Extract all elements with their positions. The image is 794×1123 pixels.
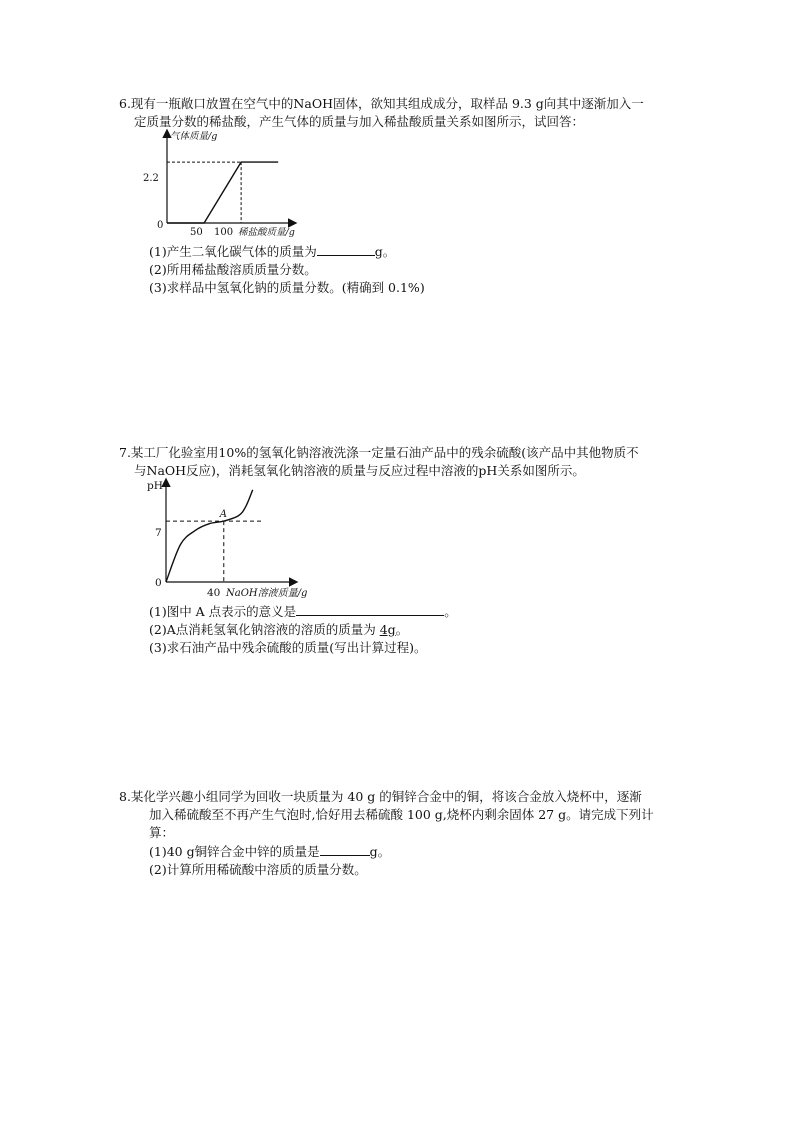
q6-sub1: [149, 243, 395, 260]
q7-stem-line2: 与NaOH反应)，消耗氢氧化钠溶液的质量与反应过程中溶液的pH关系如图所示。: [134, 463, 585, 478]
q7-origin: 0: [155, 577, 162, 589]
q6-chart: [130, 128, 310, 240]
q7-sub1-text: (1)图中 A 点表示的意义是: [149, 604, 297, 619]
q6-origin: 0: [157, 220, 164, 231]
q7-sub3: (3)求石油产品中残余硫酸的质量(写出计算过程)。: [149, 640, 427, 655]
q7-sub1-end: 。: [444, 604, 457, 619]
q7-point-a-label: A: [219, 509, 228, 521]
q6-sub3: (3)求样品中氢氧化钠的质量分数。(精确到 0.1%): [149, 280, 425, 295]
q6-y-tick: 2.2: [143, 173, 159, 184]
q6-sub1-text: (1)产生二氧化碳气体的质量为: [149, 244, 317, 259]
q7-sub2-end: 。: [395, 622, 409, 637]
q8-sub1: [149, 843, 390, 860]
q8-stem-line1: 8.某化学兴趣小组同学为回收一块质量为 40 g 的铜锌合金中的铜，将该合金放入烧杯中，逐渐: [119, 789, 642, 804]
q7-sub1: [149, 603, 457, 620]
q7-ph-curve: [166, 490, 253, 582]
q6-x-label: 稀盐酸质量/g: [238, 227, 295, 238]
q6-x-tick-50: 50: [190, 227, 203, 238]
q6-stem-line1: 6.现有一瓶敞口放置在空气中的NaOH固体，欲知其组成成分，取样品 9.3 g向其中逐渐加入一: [119, 96, 644, 111]
q6-answer-blank[interactable]: [317, 243, 375, 256]
q7-stem-line1: 7.某工厂化验室用10%的氢氧化钠溶液洗涤一定量石油产品中的残余硫酸(该产品中其他物质不: [119, 445, 639, 460]
q8-sub2: (2)计算所用稀硫酸中溶质的质量分数。: [149, 862, 367, 877]
q7-sub2-text: (2)A点消耗氢氧化钠溶液的溶质的质量为: [149, 622, 376, 637]
q7-sub2-answer: 4g: [379, 622, 396, 637]
q6-sub2: (2)所用稀盐酸溶质质量分数。: [149, 262, 317, 277]
q8-sub1-unit: g。: [369, 844, 391, 859]
q8-stem-line3: 算：: [149, 825, 175, 840]
q6-x-tick-100: 100: [214, 227, 234, 238]
q6-stem-line2: 定质量分数的稀盐酸，产生气体的质量与加入稀盐酸质量关系如图所示，试回答：: [134, 114, 585, 129]
q7-answer-blank[interactable]: [296, 603, 444, 616]
q6-y-label: 气体质量/g: [170, 131, 218, 142]
q7-x-tick-40: 40: [207, 587, 221, 599]
q8-stem-line2: 加入稀硫酸至不再产生气泡时,恰好用去稀硫酸 100 g,烧杯内剩余固体 27 g。请完成下列计: [149, 807, 654, 822]
q8-answer-blank[interactable]: [320, 843, 370, 856]
q7-chart: [130, 476, 320, 600]
q6-series-line: [167, 162, 278, 223]
q7-x-label: NaOH溶液质量/g: [226, 588, 308, 599]
q8-sub1-text: (1)40 g铜锌合金中锌的质量是: [149, 844, 320, 859]
q6-sub1-unit: g。: [374, 244, 396, 259]
q7-y-label: pH: [147, 480, 163, 492]
q7-y-tick: 7: [155, 527, 162, 539]
q7-sub2: [149, 621, 408, 638]
